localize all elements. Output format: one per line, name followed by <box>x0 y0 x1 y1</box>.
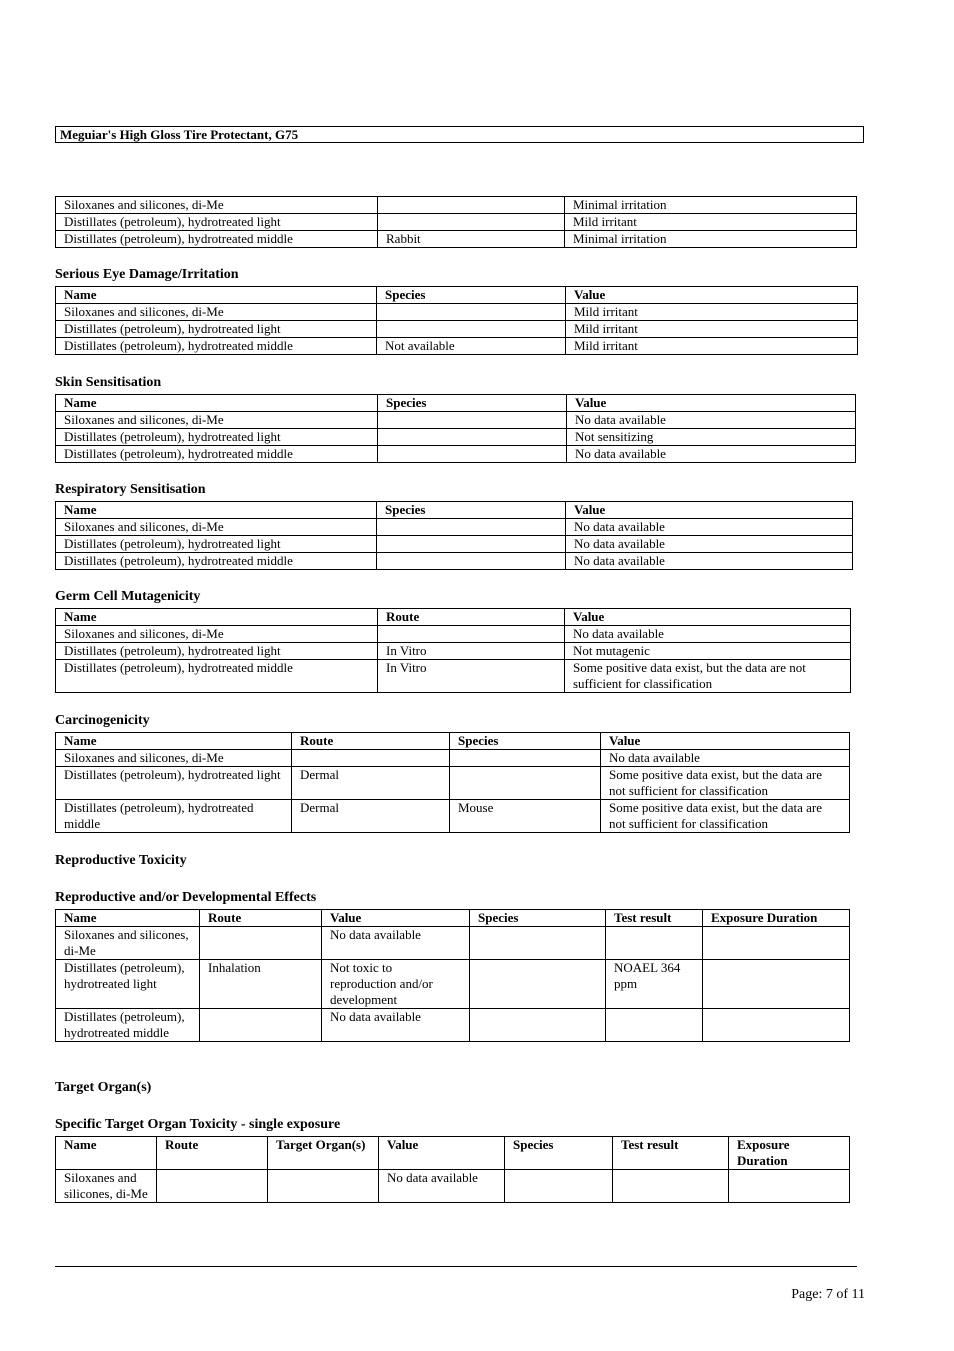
table-cell: Siloxanes and silicones, di-Me <box>56 1170 157 1203</box>
table-row <box>56 412 856 429</box>
table-row <box>56 553 853 570</box>
table-row <box>56 519 853 536</box>
column-header: Species <box>505 1137 613 1170</box>
table-cell: Distillates (petroleum), hydrotreated middle <box>56 231 378 248</box>
column-header: Test result <box>613 1137 729 1170</box>
table-cell: No data available <box>566 519 853 536</box>
table-cell <box>377 321 566 338</box>
table-cell: Distillates (petroleum), hydrotreated middle <box>56 553 377 570</box>
table-cell <box>703 1009 850 1042</box>
table-row <box>56 231 857 248</box>
column-header: Name <box>56 733 292 750</box>
table-cell <box>377 304 566 321</box>
table-cell: Distillates (petroleum), hydrotreated middle <box>56 338 377 355</box>
footer-divider <box>55 1266 857 1267</box>
carc-table <box>55 732 850 833</box>
table-row <box>56 750 850 767</box>
page-number: Page: 7 of 11 <box>791 1287 865 1302</box>
section-title-eye: Serious Eye Damage/Irritation <box>55 267 239 282</box>
table-cell: Distillates (petroleum), hydrotreated light <box>56 214 378 231</box>
table-row <box>56 197 857 214</box>
column-header: Value <box>567 395 856 412</box>
column-header: Value <box>322 910 470 927</box>
section-title-carc: Carcinogenicity <box>55 713 150 728</box>
table-row <box>56 304 858 321</box>
table-cell <box>470 927 606 960</box>
table-cell: Siloxanes and silicones, di-Me <box>56 927 200 960</box>
table-cell: No data available <box>567 412 856 429</box>
table-cell: No data available <box>322 1009 470 1042</box>
table-cell <box>470 1009 606 1042</box>
column-header: Name <box>56 609 378 626</box>
table-cell: Siloxanes and silicones, di-Me <box>56 519 377 536</box>
column-header: Value <box>565 609 851 626</box>
table-row <box>56 338 858 355</box>
resp-sens-table <box>55 501 853 570</box>
header-row <box>56 395 856 412</box>
germ-table <box>55 608 851 693</box>
table-cell: Rabbit <box>378 231 565 248</box>
table-row <box>56 643 851 660</box>
table-cell: Distillates (petroleum), hydrotreated light <box>56 429 378 446</box>
table-cell: Distillates (petroleum), hydrotreated middle <box>56 800 292 833</box>
table-cell: Dermal <box>292 800 450 833</box>
table-cell <box>377 536 566 553</box>
column-header: Name <box>56 1137 157 1170</box>
table-row <box>56 536 853 553</box>
table-cell <box>378 429 567 446</box>
column-header: Name <box>56 287 377 304</box>
table-cell: No data available <box>565 626 851 643</box>
table-cell <box>200 1009 322 1042</box>
section-title-target: Target Organ(s) <box>55 1080 152 1095</box>
column-header: Route <box>157 1137 268 1170</box>
table-row <box>56 800 850 833</box>
table-cell <box>729 1170 850 1203</box>
table-cell: Mild irritant <box>566 338 858 355</box>
table-cell: Mild irritant <box>566 304 858 321</box>
product-header: Meguiar's High Gloss Tire Protectant, G75 <box>55 126 864 143</box>
column-header: Route <box>378 609 565 626</box>
table-cell: Siloxanes and silicones, di-Me <box>56 750 292 767</box>
table-cell: Not sensitizing <box>567 429 856 446</box>
table-cell: Minimal irritation <box>565 197 857 214</box>
table-cell <box>377 519 566 536</box>
table-cell: Distillates (petroleum), hydrotreated middle <box>56 446 378 463</box>
table-cell: In Vitro <box>378 643 565 660</box>
table-cell: Some positive data exist, but the data are not sufficient for classification <box>601 767 850 800</box>
table-cell <box>703 927 850 960</box>
table-cell <box>157 1170 268 1203</box>
table-row <box>56 960 850 1009</box>
table-row <box>56 446 856 463</box>
table-cell <box>613 1170 729 1203</box>
table-row <box>56 429 856 446</box>
table-cell: No data available <box>567 446 856 463</box>
table-cell: NOAEL 364 ppm <box>606 960 703 1009</box>
table-cell: Siloxanes and silicones, di-Me <box>56 412 378 429</box>
header-row <box>56 609 851 626</box>
column-header: Value <box>601 733 850 750</box>
table-cell: Mouse <box>450 800 601 833</box>
table-cell: In Vitro <box>378 660 565 693</box>
column-header: Species <box>377 287 566 304</box>
table-cell: No data available <box>601 750 850 767</box>
column-header: Test result <box>606 910 703 927</box>
column-header: Exposure Duration <box>729 1137 850 1170</box>
column-header: Route <box>292 733 450 750</box>
header-row <box>56 733 850 750</box>
table-cell: Dermal <box>292 767 450 800</box>
table-cell: Distillates (petroleum), hydrotreated light <box>56 643 378 660</box>
table-row <box>56 1009 850 1042</box>
column-header: Value <box>379 1137 505 1170</box>
table-cell: Distillates (petroleum), hydrotreated middle <box>56 1009 200 1042</box>
table-cell: Distillates (petroleum), hydrotreated light <box>56 960 200 1009</box>
table-cell: Minimal irritation <box>565 231 857 248</box>
table-cell <box>378 214 565 231</box>
table-row <box>56 321 858 338</box>
column-header: Species <box>470 910 606 927</box>
section-title-germ: Germ Cell Mutagenicity <box>55 589 201 604</box>
column-header: Name <box>56 502 377 519</box>
table-cell: Mild irritant <box>565 214 857 231</box>
section-subtitle-repro: Reproductive and/or Developmental Effects <box>55 890 317 905</box>
table-cell: Not mutagenic <box>565 643 851 660</box>
table-cell: Siloxanes and silicones, di-Me <box>56 197 378 214</box>
table-cell <box>606 1009 703 1042</box>
table-cell: Some positive data exist, but the data are not sufficient for classification <box>565 660 851 693</box>
table-row <box>56 660 851 693</box>
table-cell: Some positive data exist, but the data are not sufficient for classification <box>601 800 850 833</box>
table-cell: Inhalation <box>200 960 322 1009</box>
skin-sens-table <box>55 394 856 463</box>
table-cell <box>378 446 567 463</box>
table-cell <box>606 927 703 960</box>
section-title-skin-sens: Skin Sensitisation <box>55 375 162 390</box>
table-cell: Not available <box>377 338 566 355</box>
target-table <box>55 1136 850 1203</box>
table-cell: Distillates (petroleum), hydrotreated light <box>56 536 377 553</box>
table-row <box>56 214 857 231</box>
table-cell: No data available <box>322 927 470 960</box>
table-cell: Not toxic to reproduction and/or development <box>322 960 470 1009</box>
table-cell <box>378 412 567 429</box>
table-cell <box>450 750 601 767</box>
column-header: Species <box>450 733 601 750</box>
table-row <box>56 626 851 643</box>
table-cell <box>505 1170 613 1203</box>
table-cell <box>703 960 850 1009</box>
table-cell <box>268 1170 379 1203</box>
column-header: Name <box>56 395 378 412</box>
repro-table <box>55 909 850 1042</box>
table-cell: No data available <box>566 553 853 570</box>
column-header: Value <box>566 287 858 304</box>
table-cell: Mild irritant <box>566 321 858 338</box>
section-subtitle-target: Specific Target Organ Toxicity - single exposure <box>55 1117 341 1132</box>
table-cell <box>470 960 606 1009</box>
table-row <box>56 927 850 960</box>
table-cell <box>377 553 566 570</box>
header-row <box>56 287 858 304</box>
header-row <box>56 502 853 519</box>
table-cell: No data available <box>566 536 853 553</box>
column-header: Exposure Duration <box>703 910 850 927</box>
table-cell: Distillates (petroleum), hydrotreated light <box>56 767 292 800</box>
section-title-resp-sens: Respiratory Sensitisation <box>55 482 206 497</box>
table-cell <box>200 927 322 960</box>
table-cell: No data available <box>379 1170 505 1203</box>
column-header: Species <box>378 395 567 412</box>
header-row <box>56 1137 850 1170</box>
table-cell <box>378 626 565 643</box>
column-header: Route <box>200 910 322 927</box>
table-cell: Siloxanes and silicones, di-Me <box>56 304 377 321</box>
table-cell <box>292 750 450 767</box>
section-title-repro: Reproductive Toxicity <box>55 853 187 868</box>
table-cell: Distillates (petroleum), hydrotreated light <box>56 321 377 338</box>
column-header: Target Organ(s) <box>268 1137 379 1170</box>
table-cell <box>450 767 601 800</box>
column-header: Value <box>566 502 853 519</box>
table-cell: Distillates (petroleum), hydrotreated middle <box>56 660 378 693</box>
table-row <box>56 767 850 800</box>
table-cell: Siloxanes and silicones, di-Me <box>56 626 378 643</box>
skin-irritation-table <box>55 196 857 248</box>
table-cell <box>378 197 565 214</box>
table-row <box>56 1170 850 1203</box>
column-header: Species <box>377 502 566 519</box>
header-row <box>56 910 850 927</box>
eye-table <box>55 286 858 355</box>
column-header: Name <box>56 910 200 927</box>
